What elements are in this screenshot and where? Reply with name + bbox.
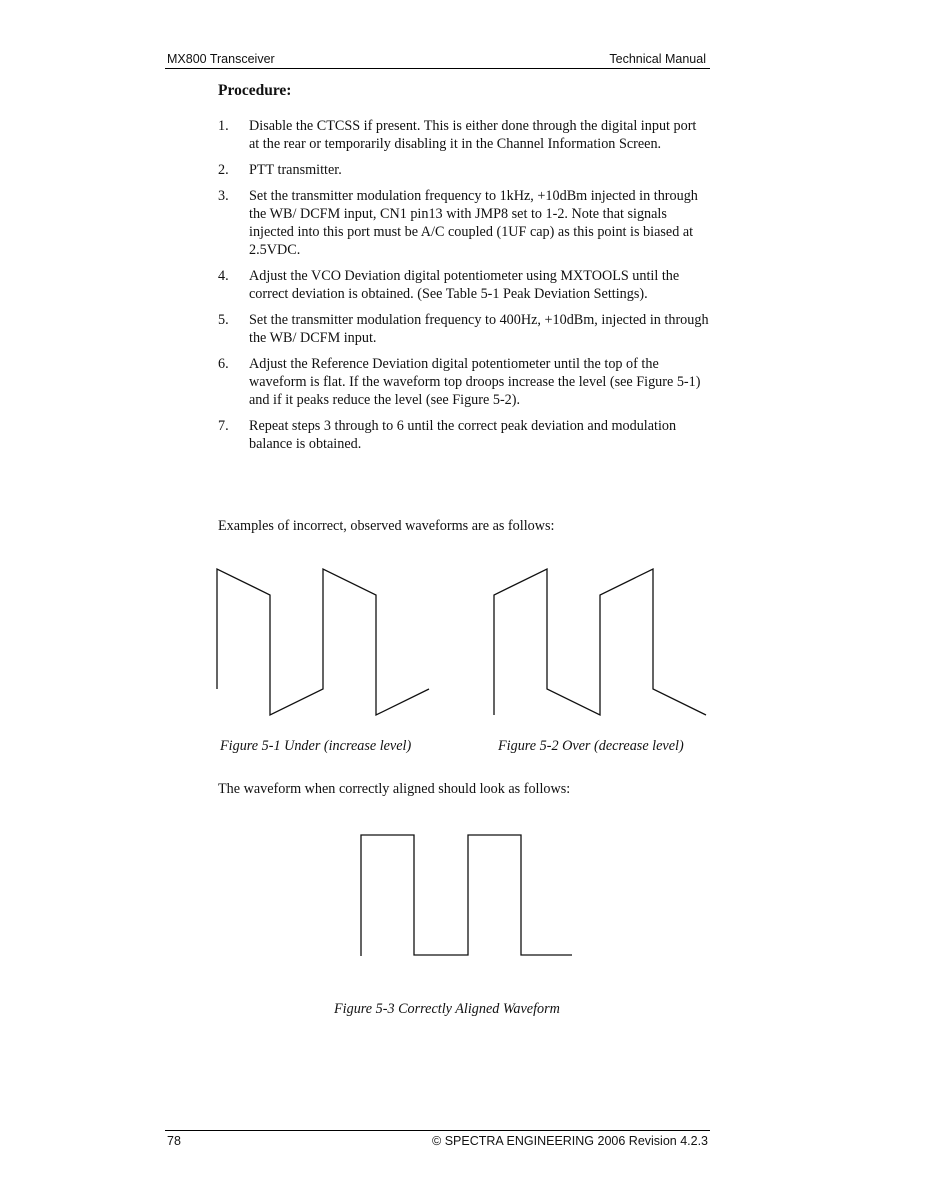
header-manual: Technical Manual [609,52,706,66]
list-item [218,417,710,453]
waveform-line [361,835,572,956]
list-item [218,117,710,153]
copyright: © SPECTRA ENGINEERING 2006 Revision 4.2.3 [432,1134,708,1148]
figure-5-2-caption: Figure 5-2 Over (decrease level) [498,738,684,754]
step-number: 1. [218,118,229,134]
step-number: 5. [218,312,229,328]
list-item [218,187,710,259]
figure-over-waveform [492,565,710,720]
step-text: Repeat steps 3 through to 6 until the correct peak deviation and modulation balance is obtained. [249,418,677,452]
step-text: Disable the CTCSS if present. This is either done through the digital input port at the rear or temporarily disabling it in the Channel Information Screen. [249,118,697,152]
step-text: Adjust the Reference Deviation digital potentiometer until the top of the waveform is flat. If the waveform top droops increase the level (see Figure 5-1) and if it peaks reduce the level (see Figure 5-2). [249,356,701,408]
step-text: Set the transmitter modulation frequency to 1kHz, +10dBm injected in through the WB/ DCFM input, CN1 pin13 with JMP8 set to 1-2. Note that signals injected into this port must be A/C coupled (1UF cap) as this point is biased at 2.5VDC. [249,188,698,258]
step-number: 2. [218,162,229,178]
figure-5-1-caption: Figure 5-1 Under (increase level) [220,738,412,754]
step-text: Adjust the VCO Deviation digital potentiometer using MXTOOLS until the correct deviation is obtained. (See Table 5-1 Peak Deviation Settings). [249,268,680,302]
procedure-steps [218,117,710,461]
correct-text: The waveform when correctly aligned should look as follows: [218,781,571,797]
step-number: 3. [218,188,229,204]
list-item [218,161,710,179]
page-header [165,50,710,69]
list-item [218,311,710,347]
list-item [218,355,710,409]
waveform-line [217,569,429,715]
page-footer [165,1130,710,1153]
step-number: 4. [218,268,229,284]
step-number: 6. [218,356,229,372]
step-text: PTT transmitter. [249,162,342,178]
figure-5-3-caption: Figure 5-3 Correctly Aligned Waveform [334,1001,560,1017]
procedure-heading: Procedure: [218,82,292,99]
figure-under-waveform [215,565,433,720]
examples-text: Examples of incorrect, observed waveforms are as follows: [218,518,555,534]
figure-correct-waveform [358,832,576,960]
list-item [218,267,710,303]
header-title: MX800 Transceiver [167,52,275,66]
page-number: 78 [167,1134,181,1148]
step-number: 7. [218,418,229,434]
step-text: Set the transmitter modulation frequency to 400Hz, +10dBm, injected in through the WB/ DCFM input. [249,312,709,346]
waveform-line [494,569,706,715]
